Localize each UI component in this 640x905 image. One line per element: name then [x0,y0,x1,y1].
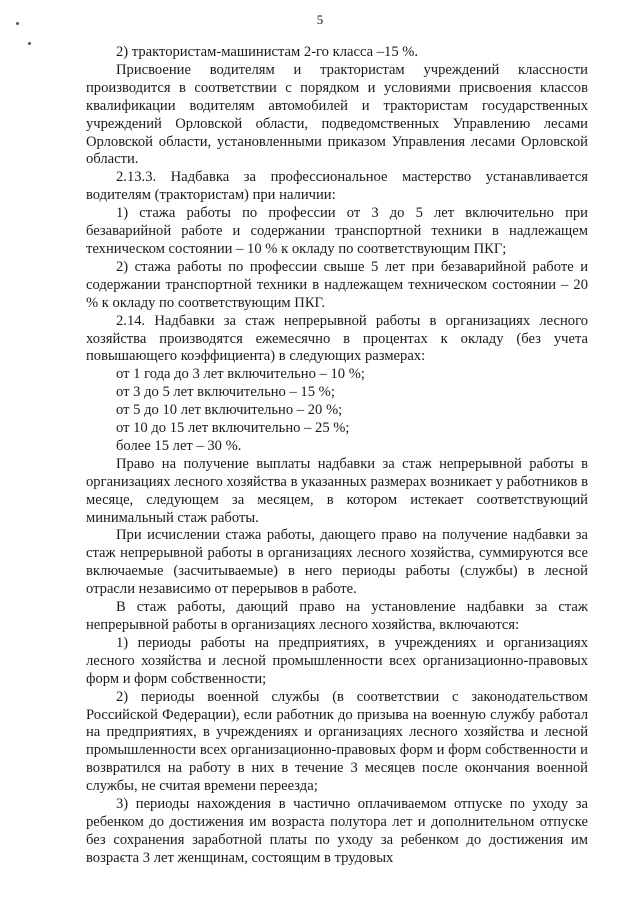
scan-dot [16,22,19,25]
paragraph-period-1: 1) периоды работы на предприятиях, в учреждениях и организациях лесного хозяйства и лесной промышленности всех организационно-правовых форм и форм собственности; [86,634,588,687]
paragraph-class-2: 2) трактористам-машинистам 2-го класса –15 %. [116,44,419,60]
paragraph-calculation: При исчислении стажа работы, дающего право на получение надбавки за стаж непрерывной работы в организациях лесного хозяйства, суммируются все включаемые (засчитываемые) в него периоды работы (службы) в лесной отрасли независимо от перерывов в работе. [86,527,588,598]
paragraph-classification: Присвоение водителям и трактористам учреждений классности производится в соответствии с порядком и условиями присвоения классов квалификации водителям автомобилей и трактористам государственных учреждений Орловской области, подведомственных Управлению лесами Орловской области, установленными приказом Управления лесами Орловской области. [86,61,588,168]
paragraph-mastery-item-2: 2) стажа работы по профессии свыше 5 лет при безаварийной работе и содержании транспортной техники в надлежащем техническом состоянии – 20 % к окладу по соответствующим ПКГ. [86,258,588,311]
paragraph-included-periods: В стаж работы, дающий право на установление надбавки за стаж непрерывной работы в организациях лесного хозяйства, включаются: [86,599,588,633]
paragraph-entitlement: Право на получение выплаты надбавки за стаж непрерывной работы в организациях лесного хозяйства в указанных размерах возникает у работников в месяце, следующем за месяцем, в котором истекает соответствующий минимальный стаж работы. [86,455,588,526]
seniority-rate-1: от 1 года до 3 лет включительно – 10 %; [116,366,365,383]
scan-dot [28,42,31,45]
seniority-rate-4: от 10 до 15 лет включительно – 25 %; [116,420,350,437]
paragraph-period-2: 2) периоды военной службы (в соответствии с законодательством Российской Федерации), если работник до призыва на военную службу работал на предприятиях, в учреждениях и организациях лесного хозяйства и лесной промышленности всех организационно-правовых форм и форм собственности и возвратился на работу в них в течение 3 месяцев после окончания военной службы, не считая времени переезда; [86,688,588,795]
paragraph-2-14: 2.14. Надбавки за стаж непрерывной работы в организациях лесного хозяйства производятся ежемесячно в процентах к окладу (без учета повышающего коэффициента) в следующих размерах: [86,312,588,365]
seniority-rate-5: более 15 лет – 30 %. [116,437,242,454]
paragraph-2-13-3: 2.13.3. Надбавка за профессиональное мастерство устанавливается водителям (трактористам) при наличии: [86,169,588,204]
document-body [86,44,588,868]
seniority-rate-3: от 5 до 10 лет включительно – 20 %; [116,402,343,419]
paragraph-mastery-item-1: 1) стажа работы по профессии от 3 до 5 лет включительно при безаварийной работе и содержании транспортной техники в надлежащем техническом состоянии – 10 % к окладу по соответствующим ПКГ; [86,205,588,257]
page-number: 5 [316,12,324,27]
paragraph-period-3: 3) периоды нахождения в частично оплачиваемом отпуске по уходу за ребенком до достижения им возраста полутора лет и дополнительном отпуске без сохранения заработной платы по уходу за ребенком до достижения им возраста 3 лет женщинам, состоящим в трудовых [86,796,588,866]
seniority-rate-2: от 3 до 5 лет включительно – 15 %; [116,384,335,401]
